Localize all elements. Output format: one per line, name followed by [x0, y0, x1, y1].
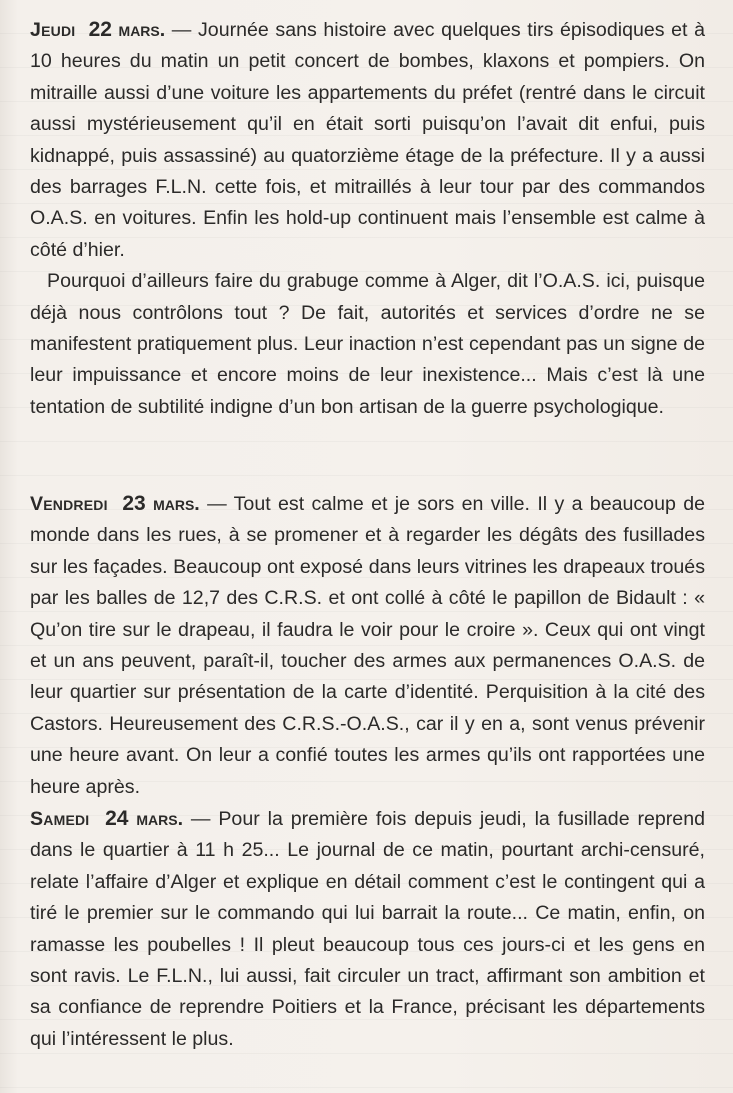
diary-entry-jeudi [30, 14, 705, 423]
entry-day: Jeudi [30, 19, 76, 41]
entry-day: Vendredi [30, 493, 108, 515]
entry-text: Pourquoi d’ailleurs faire du grabuge comme à Alger, dit l’O.A.S. ici, puisque déjà nous contrôlons tout ? De fait, autorités et services d’ordre ne se manifestent pratiquement plus. Leur inaction n’est cependant pas un signe de leur impuissance et encore moins de leur inexistence... Mais c’est là une tentation de subtilité indigne d’un bon artisan de la guerre psychologique. [30, 270, 705, 418]
entry-text: — Tout est calme et je sors en ville. Il y a beaucoup de monde dans les rues, à se promener et à regarder les dégâts des fusillades sur les façades. Beaucoup ont exposé dans leurs vitrines les drapeaux troués par les balles de 12,7 des C.R.S. et ont collé à côté le papillon de Bidault : « Qu’on tire sur le drapeau, il faudra le voir pour le croire ». Ceux qui ont vingt et un ans peuvent, paraît-il, toucher des armes aux permanences O.A.S. de leur quartier sur présentation de la carte d’identité. Perquisition à la cité des Castors. Heureusement des C.R.S.-O.A.S., car il y en a, sont venus prévenir une heure avant. On leur a confié toutes les armes qu’ils ont rapportées une heure après. [30, 493, 706, 798]
entry-text: — Journée sans histoire avec quelques tirs épisodiques et à 10 heures du matin un petit concert de bombes, klaxons et pompiers. On mitraille aussi d’une voiture les appartements du préfet (rentré dans le circuit aussi mystérieusement qu’il en était sorti puisqu’on l’avait dit enfui, puis kidnappé, puis assassiné) au quatorzième étage de la préfecture. Il y a aussi des barrages F.L.N. cette fois, et mitraillés à leur tour par des commandos O.A.S. en voitures. Enfin les hold-up continuent mais l’ensemble est calme à côté d’hier. [30, 19, 706, 261]
entry-text: — Pour la première fois depuis jeudi, la fusillade reprend dans le quartier à 11 h 25... Le journal de ce matin, pourtant archi-censuré, relate l’affaire d’Alger et explique en détail comment c’est le contingent qui a tiré le premier sur le commando qui lui barrait la route... Ce matin, enfin, on ramasse les poubelles ! Il pleut beaucoup tous ces jours-ci et les gens en sont ravis. Le F.L.N., lui aussi, fait circuler un tract, affirmant son ambition et sa confiance de reprendre Poitiers et la France, précisant les départements qui l’intéressent le plus. [30, 808, 705, 1050]
entry-month: mars. [136, 808, 184, 830]
diary-entry-samedi [30, 803, 705, 1055]
entry-month: mars. [118, 19, 166, 41]
diary-entry-vendredi [30, 488, 705, 803]
entry-date: 22 [88, 18, 112, 41]
entry-month: mars. [153, 493, 200, 515]
entry-date: 23 [122, 492, 146, 515]
entry-date: 24 [105, 807, 129, 830]
entry-day: Samedi [30, 808, 90, 830]
